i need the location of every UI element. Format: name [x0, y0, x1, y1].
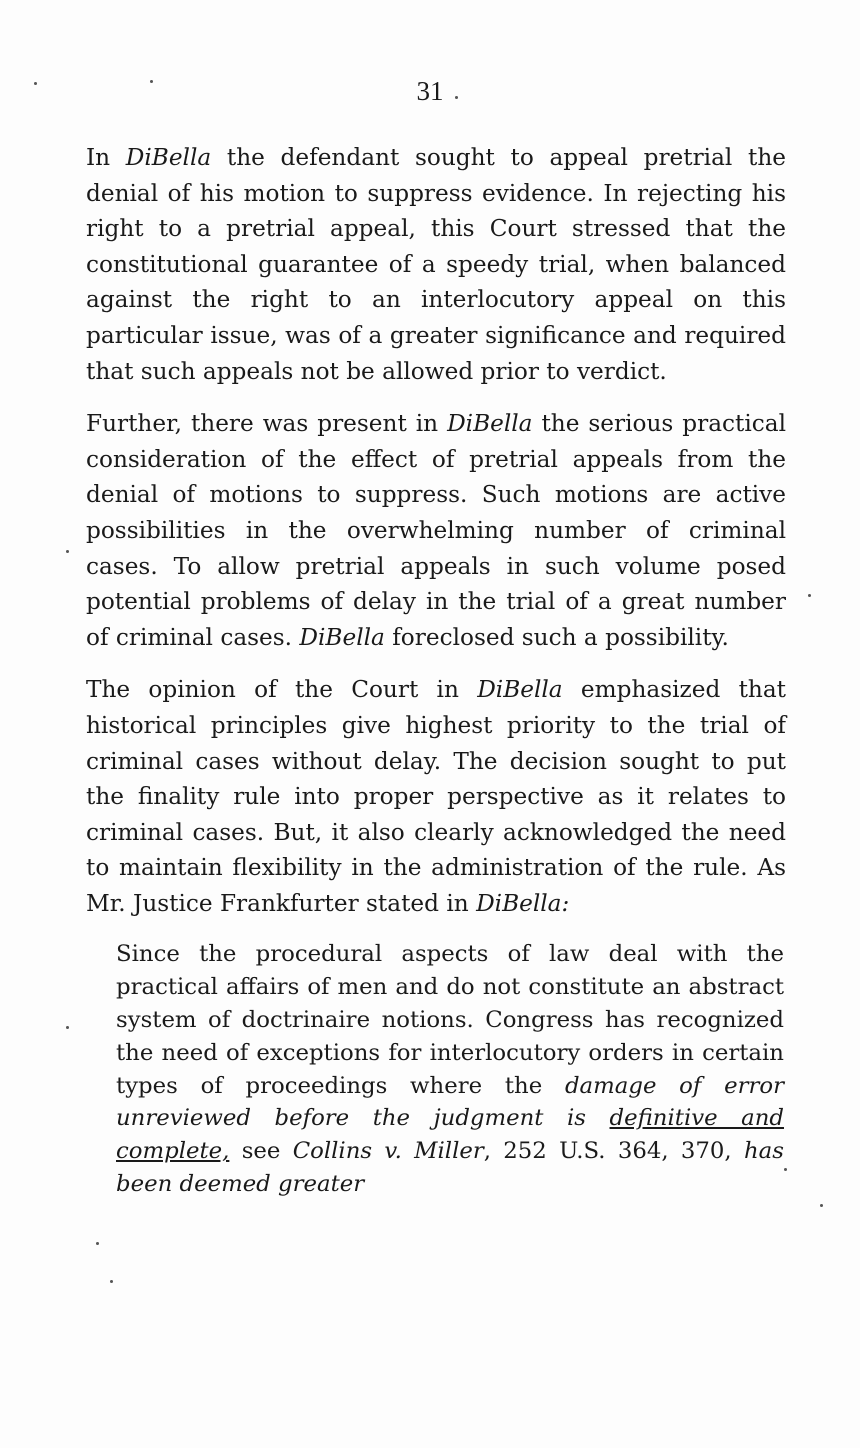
italic-text: DiBella — [477, 676, 563, 704]
text-run: Since the procedural aspects of law deal with the practical affairs of men and do not constitute an abstract system of doctrinaire notions. Congress has recognized the need of exceptions for interlocutory orders in certain types of proceedings where the — [116, 941, 784, 1099]
paragraph-dibella-appeal — [86, 140, 786, 389]
scan-speck — [34, 82, 37, 85]
text-run: , 252 U.S. 364, 370, — [483, 1138, 744, 1165]
scan-speck — [808, 594, 811, 597]
italic-text: damage of error unreviewed before the judgment is — [116, 1072, 784, 1132]
italic-text: DiBella — [125, 144, 212, 171]
body-text — [86, 140, 786, 1201]
scan-speck — [784, 1168, 787, 1171]
italic-text: DiBella — [447, 410, 533, 438]
italic-text: DiBella: — [476, 889, 570, 917]
scan-speck — [66, 550, 69, 553]
text-run: see — [229, 1138, 293, 1165]
text-run: foreclosed such a possibility. — [384, 623, 729, 651]
text-run: the defendant sought to appeal pretrial the denial of his motion to suppress evidence. In rejecting his right to a pretrial appeal, this Court stressed that the constitutional guarantee of a speedy trial, when balanced against the right to an interlocutory appeal on this particular issue, was of a greater significance and required that such appeals not be allowed prior to verdict. — [86, 144, 786, 385]
underlined-italic-text: definitive and complete, — [116, 1105, 784, 1165]
text-run: the serious practical consideration of the effect of pretrial appeals from the denial of motions to suppress. Such motions are active possibilities in the overwhelming number of criminal cases. To allow pretrial appeals in such volume posed potential problems of delay in the trial of a great number of criminal cases. — [86, 410, 786, 651]
paragraph-court-opinion — [86, 672, 786, 921]
text-run: emphasized that historical principles give highest priority to the trial of criminal cases without delay. The decision sought to put the finality rule into proper perspective as it relates to criminal cases. But, it also clearly acknowledged the need to maintain flexibility in the administration of the rule. As Mr. Justice Frankfurter stated in — [86, 676, 786, 917]
text-run: The opinion of the Court in — [86, 676, 478, 704]
scan-speck — [110, 1280, 113, 1283]
paragraph-practical-consideration — [86, 406, 786, 655]
scan-speck — [820, 1204, 823, 1207]
block-quote-frankfurter — [116, 938, 784, 1200]
page-number: 31 — [416, 76, 444, 106]
quote-text — [116, 938, 784, 1200]
text-run: In — [86, 144, 126, 171]
scan-speck — [96, 1242, 99, 1245]
scan-speck — [455, 96, 458, 99]
italic-text: DiBella — [299, 623, 385, 651]
scan-speck — [150, 80, 153, 83]
italic-text: Collins v. Miller — [292, 1138, 484, 1165]
italic-text: has been deemed greater — [116, 1138, 784, 1198]
text-run: Further, there was present in — [86, 410, 448, 438]
scan-speck — [66, 1026, 69, 1029]
